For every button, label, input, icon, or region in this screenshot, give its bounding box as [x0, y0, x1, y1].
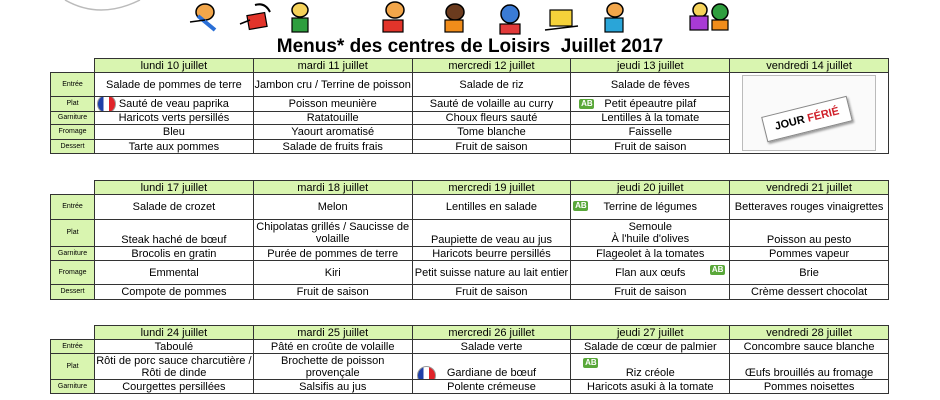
holiday-cell [730, 73, 889, 154]
menu-cell: Salade de fèves [571, 73, 730, 97]
menu-cell: Salade de pommes de terre [95, 73, 254, 97]
menu-cell: Pommes noisettes [730, 380, 889, 394]
menu-cell: Salade verte [412, 340, 571, 354]
menu-cell: Bleu [95, 125, 254, 140]
row-label-entree: Entrée [51, 73, 95, 97]
menu-cell: Rôti de porc sauce charcutière / Rôti de dinde [96, 354, 252, 379]
menu-cell: Crème dessert chocolat [730, 285, 889, 300]
menu-cell: Betteraves rouges vinaigrettes [730, 195, 889, 220]
menu-cell: Polente crémeuse [412, 380, 571, 394]
menu-cell: Fruit de saison [571, 285, 730, 300]
child-figure [292, 3, 308, 32]
menu-cell: Chipolatas grillés / Saucisse de volaille [253, 220, 412, 247]
menu-cell: Lentilles à la tomate [571, 112, 730, 125]
day-header: mercredi 12 juillet [412, 59, 571, 73]
menu-cell: Compote de pommes [95, 285, 254, 300]
menu-cell: Fruit de saison [253, 285, 412, 300]
child-figure [383, 2, 404, 32]
menu-cell: AB Terrine de légumes [571, 195, 730, 220]
menu-cell: Salade de cœur de palmier [571, 340, 730, 354]
child-figure-left [65, 0, 140, 10]
day-header: jeudi 27 juillet [571, 326, 730, 340]
menu-cell: Brocolis en gratin [95, 247, 254, 261]
children-illustration [0, 0, 940, 36]
child-figure [500, 5, 520, 34]
day-header: lundi 24 juillet [95, 326, 254, 340]
row-label-dessert: Dessert [51, 285, 95, 300]
menu-cell: Fruit de saison [412, 285, 571, 300]
bio-logo-icon: AB [575, 201, 587, 210]
menu-cell: Courgettes persillées [95, 380, 254, 394]
child-figure [712, 4, 728, 30]
day-header: lundi 17 juillet [95, 181, 254, 195]
day-header: lundi 10 juillet [95, 59, 254, 73]
menu-cell: Pommes vapeur [730, 247, 889, 261]
jour-ferie-sign: JOUR FÉRIÉ [761, 96, 853, 143]
bio-logo-icon: AB [581, 99, 593, 108]
row-label-garniture: Garniture [51, 247, 95, 261]
day-header: mardi 18 juillet [253, 181, 412, 195]
day-header: vendredi 14 juillet [730, 59, 889, 73]
menu-cell: Emmental [95, 261, 254, 285]
menu-cell: Tome blanche [412, 125, 571, 140]
row-label-fromage: Fromage [51, 261, 95, 285]
row-label-plat: Plat [51, 97, 95, 112]
menu-cell: Pâté en croûte de volaille [253, 340, 412, 354]
menu-cell: Sauté de volaille au curry [412, 97, 571, 112]
child-figure [445, 4, 464, 32]
menu-cell: Melon [253, 195, 412, 220]
menu-cell: Choux fleurs sauté [412, 112, 571, 125]
menu-cell: Brochette de poisson provençale [253, 354, 412, 380]
french-flag-icon [97, 97, 116, 112]
row-label-dessert: Dessert [51, 140, 95, 154]
child-figure [545, 10, 578, 30]
menu-cell: Tarte aux pommes [95, 140, 254, 154]
day-header: mercredi 26 juillet [412, 326, 571, 340]
french-flag-icon [417, 366, 436, 380]
menu-cell: Petit suisse nature au lait entier [412, 261, 571, 285]
row-label-plat: Plat [51, 354, 95, 380]
holiday-image [742, 75, 876, 151]
bio-logo-icon: AB [585, 358, 597, 367]
menu-cell: Fruit de saison [412, 140, 571, 154]
menu-cell: Purée de pommes de terre [253, 247, 412, 261]
row-label-fromage: Fromage [51, 125, 95, 140]
corner-cell [51, 59, 95, 73]
menu-cell: Salsifis au jus [253, 380, 412, 394]
menu-cell: Paupiette de veau au jus [412, 220, 571, 247]
week-table [50, 180, 889, 300]
day-header: vendredi 28 juillet [730, 326, 889, 340]
row-label-entree: Entrée [51, 195, 95, 220]
menu-cell: Sauté de veau paprika [95, 97, 254, 112]
menu-cell: Brie [730, 261, 889, 285]
menu-cell: Kiri [253, 261, 412, 285]
day-header: vendredi 21 juillet [730, 181, 889, 195]
menu-cell: Haricots beurre persillés [412, 247, 571, 261]
row-label-entree: Entrée [51, 340, 95, 354]
menu-cell: Salade de fruits frais [253, 140, 412, 154]
menu-cell: Haricots asuki à la tomate [571, 380, 730, 394]
day-header: jeudi 13 juillet [571, 59, 730, 73]
menu-cell: Haricots verts persillés [95, 112, 254, 125]
menu-cell: Steak haché de bœuf [95, 220, 254, 247]
bio-logo-icon: AB [711, 265, 724, 274]
menu-cell: Poisson meunière [253, 97, 412, 112]
day-header: jeudi 20 juillet [571, 181, 730, 195]
menu-cell: Jambon cru / Terrine de poisson [253, 73, 412, 97]
row-label-plat: Plat [51, 220, 95, 247]
menu-cell: Ratatouille [253, 112, 412, 125]
menu-cell: Œufs brouillés au fromage [730, 354, 889, 380]
week-table [50, 325, 889, 394]
child-figure [240, 4, 270, 29]
menu-cell: Flan aux œufs AB [571, 261, 730, 285]
child-figure [690, 3, 708, 30]
child-figure [190, 4, 215, 30]
corner-cell [51, 326, 95, 340]
page-title: Menus* des centres de Loisirs Juillet 2017 [276, 36, 664, 57]
menu-cell: Semoule À l'huile d'olives [571, 220, 730, 247]
menu-cell: Salade de crozet [95, 195, 254, 220]
menu-cell: Lentilles en salade [412, 195, 571, 220]
menu-cell: AB Riz créole [571, 354, 730, 380]
menu-cell: Concombre sauce blanche [730, 340, 889, 354]
menu-cell: Faisselle [571, 125, 730, 140]
day-header: mardi 11 juillet [253, 59, 412, 73]
row-label-garniture: Garniture [51, 380, 95, 394]
corner-cell [51, 181, 95, 195]
day-header: mercredi 19 juillet [412, 181, 571, 195]
child-figure [605, 3, 623, 32]
menu-cell: Flageolet à la tomates [571, 247, 730, 261]
menu-cell: AB Petit épeautre pilaf [571, 97, 730, 112]
menu-cell: Poisson au pesto [730, 220, 889, 247]
menu-cell: Yaourt aromatisé [253, 125, 412, 140]
row-label-garniture: Garniture [51, 112, 95, 125]
menu-cell: Fruit de saison [571, 140, 730, 154]
menu-cell: Taboulé [95, 340, 254, 354]
menu-cell: Salade de riz [412, 73, 571, 97]
day-header: mardi 25 juillet [253, 326, 412, 340]
menu-cell: Gardiane de bœuf [412, 354, 571, 380]
week-table [50, 58, 889, 154]
